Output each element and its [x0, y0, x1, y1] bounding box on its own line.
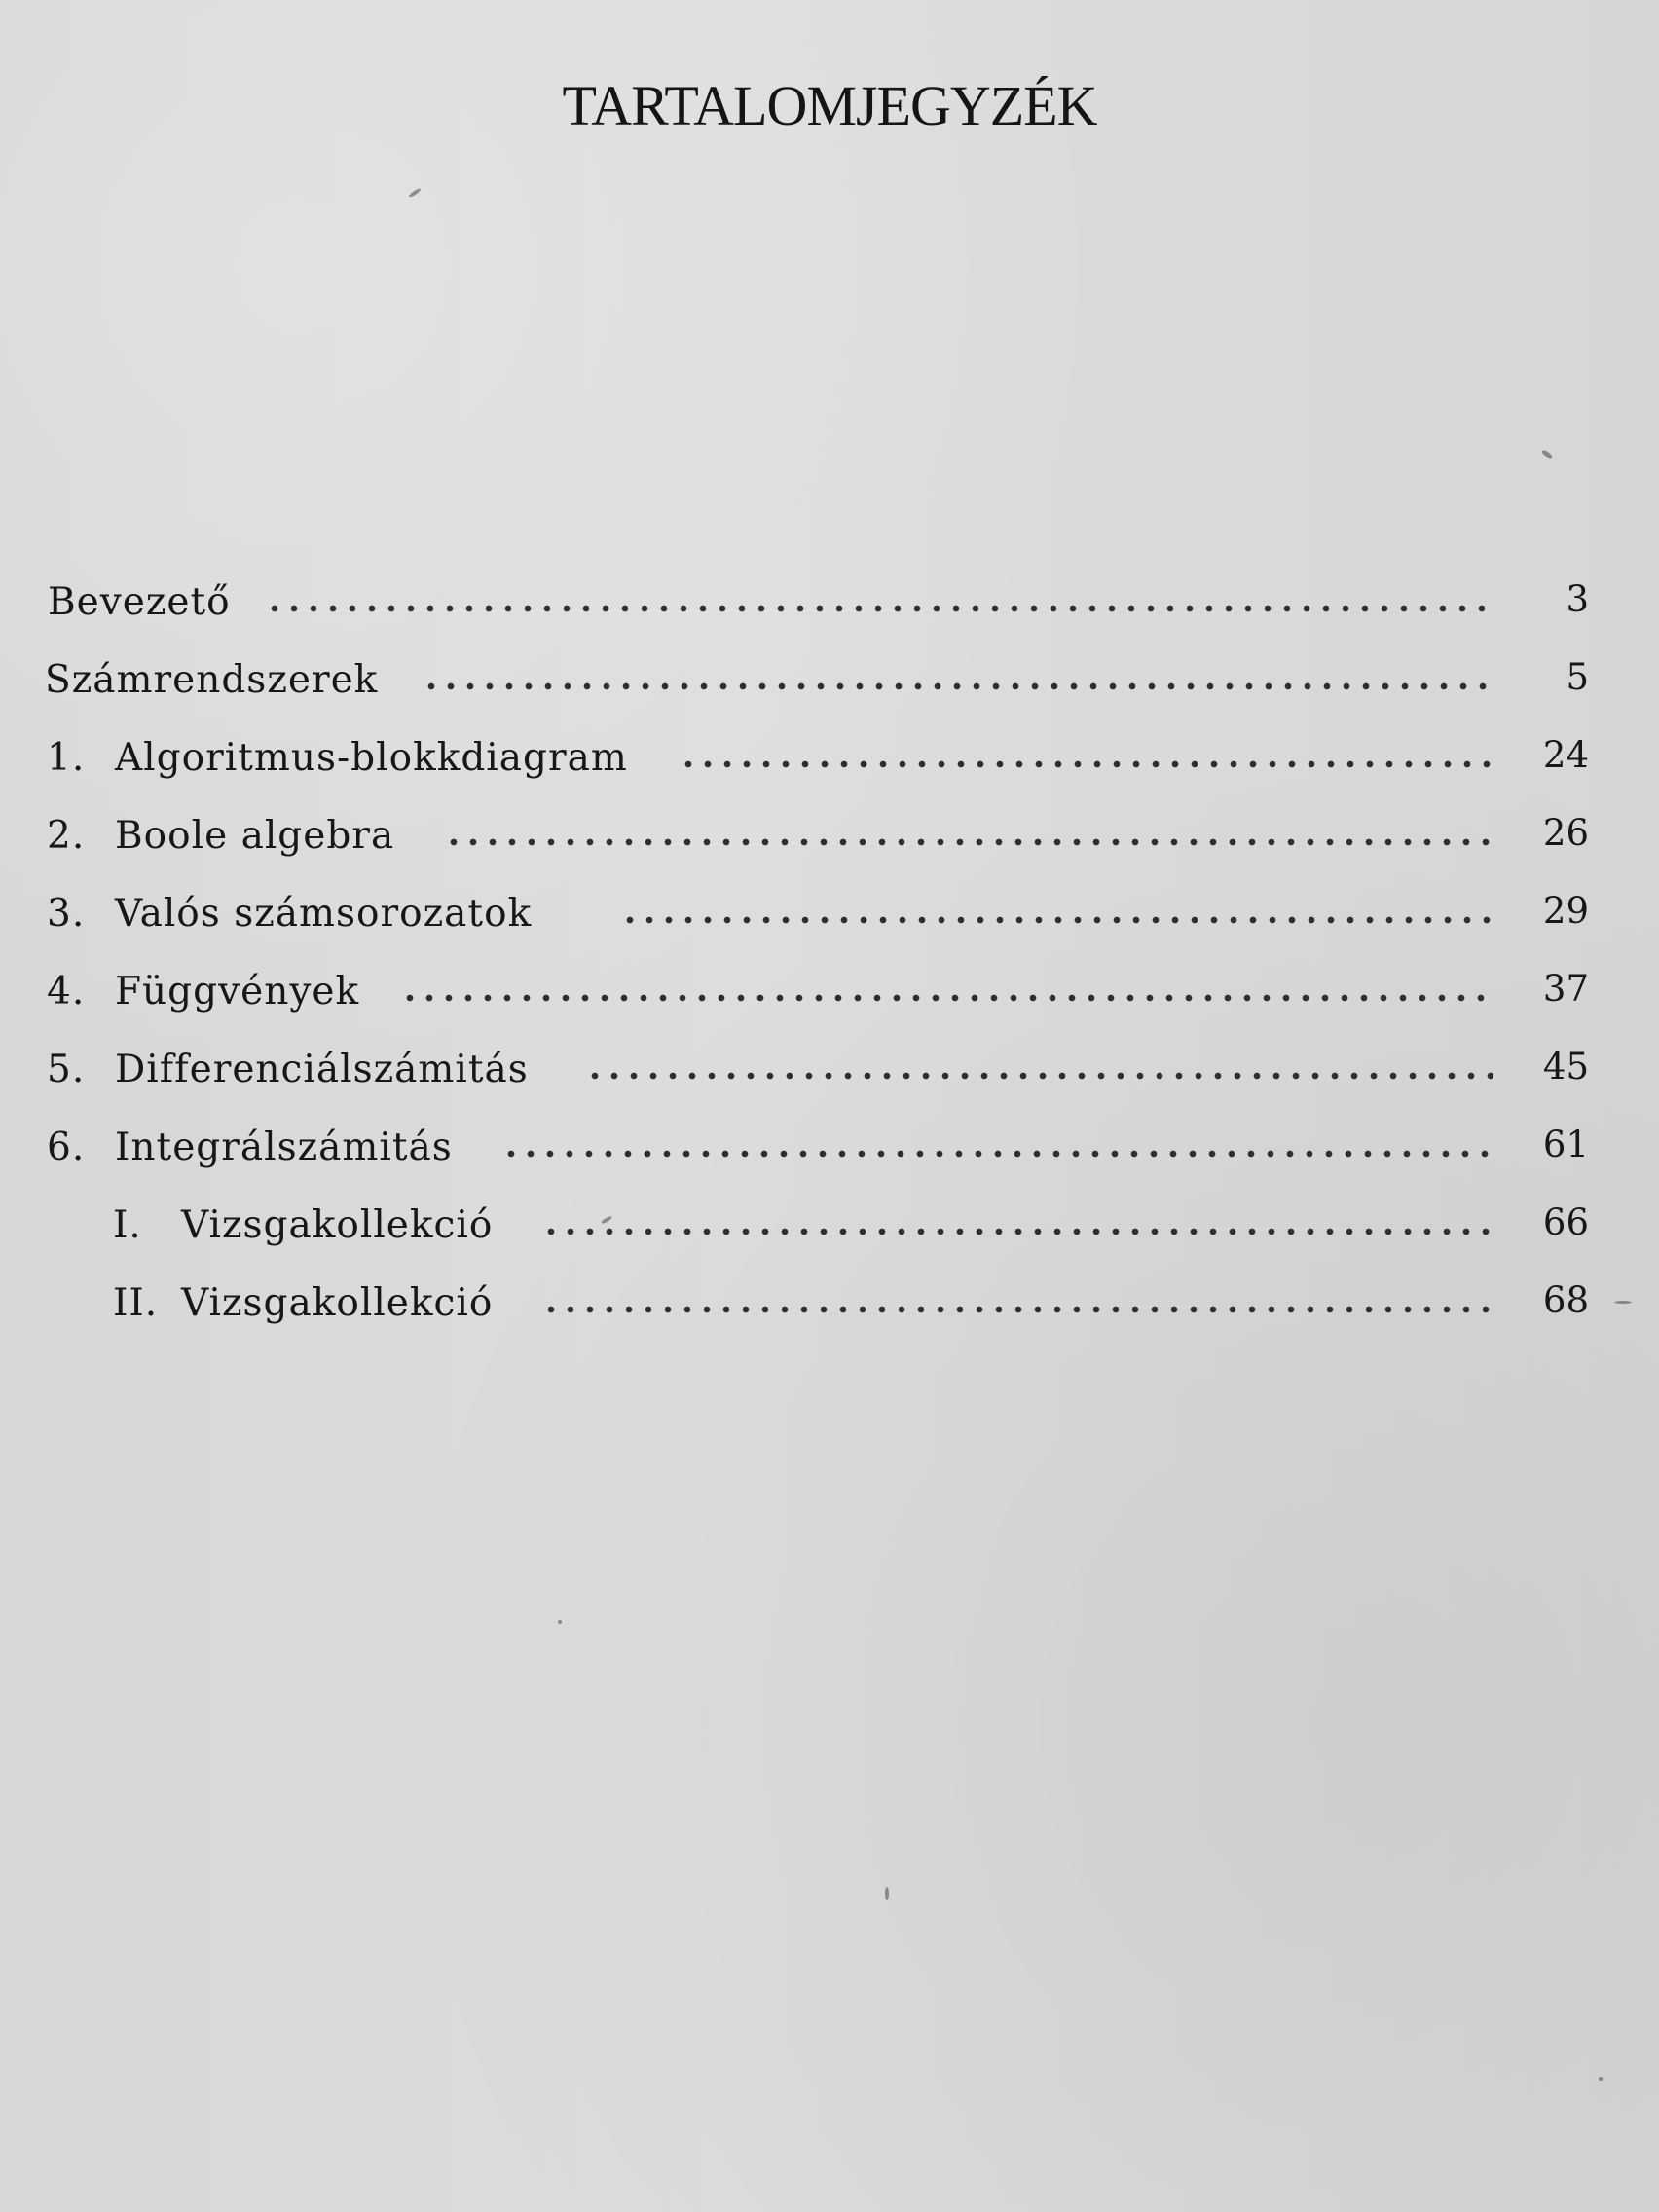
toc-row-chapter-4 — [0, 970, 1659, 1024]
toc-entry-label — [113, 1203, 493, 1247]
page-title: TARTALOMJEGYZÉK — [562, 74, 1097, 137]
dot-leader — [541, 1227, 1493, 1236]
toc-entry-title: Függvények — [115, 970, 360, 1014]
dot-leader — [620, 915, 1493, 925]
dot-leader — [585, 1071, 1493, 1081]
dot-leader — [265, 604, 1493, 613]
dot-leader — [541, 1305, 1493, 1314]
dot-leader — [679, 759, 1493, 769]
dot-leader — [501, 1149, 1493, 1159]
toc-entry-label — [47, 1048, 529, 1091]
toc-entry-title: Boole algebra — [115, 814, 395, 858]
toc-entry-number: 5. — [47, 1048, 86, 1091]
paper-speck — [1614, 1301, 1632, 1304]
toc-page-number: 26 — [1542, 812, 1589, 854]
toc-entry-title: Algoritmus-blokkdiagram — [115, 736, 628, 780]
toc-entry-label — [45, 658, 378, 702]
paper-speck — [558, 1620, 562, 1624]
toc-entry-title: Vizsgakollekció — [181, 1281, 494, 1325]
toc-entry-title: Integrálszámitás — [115, 1125, 453, 1169]
toc-entry-label — [47, 1125, 453, 1169]
toc-page-number: 3 — [1566, 578, 1589, 620]
toc-entry-title: Bevezető — [48, 580, 231, 624]
dot-leader — [422, 682, 1493, 691]
toc-row-number-systems — [0, 658, 1659, 713]
dot-leader — [400, 993, 1493, 1003]
toc-entry-label — [47, 970, 359, 1014]
toc-entry-number: 1. — [47, 736, 86, 780]
toc-entry-label — [113, 1281, 493, 1325]
toc-page-number: 24 — [1542, 734, 1589, 776]
toc-entry-title: Valós számsorozatok — [115, 892, 533, 936]
paper-speck — [408, 187, 422, 198]
toc-entry-number: 4. — [47, 970, 86, 1014]
toc-page-number: 29 — [1542, 890, 1589, 932]
toc-row-chapter-1 — [0, 736, 1659, 791]
toc-row-introduction — [0, 580, 1659, 635]
toc-entry-number: II. — [113, 1281, 159, 1325]
dot-leader — [444, 837, 1493, 847]
toc-entry-number: 6. — [47, 1125, 86, 1169]
toc-entry-label — [47, 892, 532, 936]
toc-entry-label — [48, 580, 231, 624]
toc-page-number: 37 — [1542, 968, 1589, 1010]
toc-row-exam-collection-i — [0, 1203, 1659, 1258]
toc-row-chapter-2 — [0, 814, 1659, 868]
toc-page-number: 45 — [1542, 1046, 1589, 1088]
toc-entry-number: 2. — [47, 814, 86, 858]
toc-entry-title: Differenciálszámitás — [115, 1048, 529, 1091]
toc-page-number: 5 — [1566, 656, 1589, 698]
toc-page-number: 61 — [1542, 1124, 1589, 1165]
toc-entry-number: I. — [113, 1203, 142, 1247]
paper-speck — [1541, 449, 1554, 460]
toc-row-chapter-5 — [0, 1048, 1659, 1102]
toc-entry-label — [47, 736, 628, 780]
toc-page-number: 66 — [1542, 1201, 1589, 1243]
toc-entry-label — [47, 814, 394, 858]
paper-speck — [1599, 2077, 1603, 2081]
toc-entry-title: Számrendszerek — [45, 658, 379, 702]
toc-row-chapter-6 — [0, 1125, 1659, 1180]
toc-entry-title: Vizsgakollekció — [181, 1203, 494, 1247]
toc-page-number: 68 — [1542, 1279, 1589, 1321]
toc-entry-number: 3. — [47, 892, 86, 936]
paper-speck — [885, 1887, 889, 1900]
toc-row-chapter-3 — [0, 892, 1659, 946]
toc-row-exam-collection-ii — [0, 1281, 1659, 1336]
